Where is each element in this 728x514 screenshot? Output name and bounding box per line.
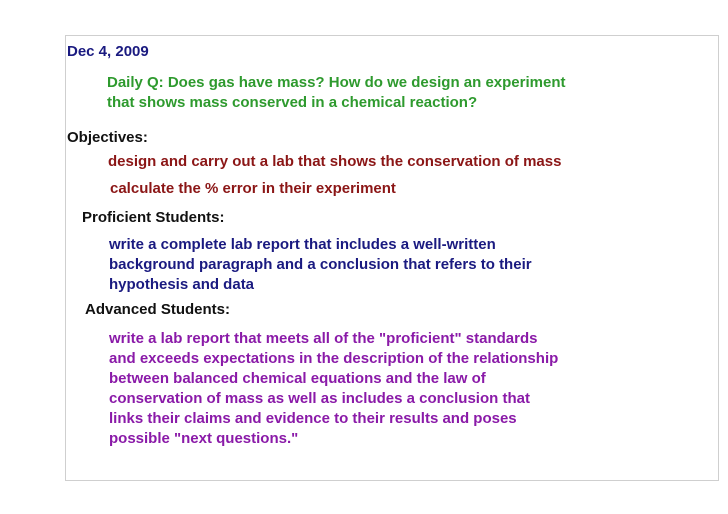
advanced-line: write a lab report that meets all of the "proficient" standards xyxy=(109,330,538,347)
objective-item: calculate the % error in their experiment xyxy=(110,180,396,197)
advanced-line: conservation of mass as well as includes a conclusion that xyxy=(109,390,530,407)
proficient-description xyxy=(109,235,532,295)
advanced-heading: Advanced Students: xyxy=(85,301,231,318)
advanced-line: links their claims and evidence to their results and poses xyxy=(109,410,517,427)
objective-item: design and carry out a lab that shows the conservation of mass xyxy=(108,153,562,170)
advanced-line: between balanced chemical equations and the law of xyxy=(109,370,486,387)
date-heading: Dec 4, 2009 xyxy=(67,43,149,60)
daily-question-line: Daily Q: Does gas have mass? How do we design an experiment xyxy=(107,74,566,91)
proficient-heading: Proficient Students: xyxy=(82,209,225,226)
proficient-line: write a complete lab report that includes a well-written xyxy=(109,236,496,253)
advanced-line: and exceeds expectations in the description of the relationship xyxy=(109,350,559,367)
daily-question-line: that shows mass conserved in a chemical reaction? xyxy=(107,94,478,111)
advanced-line: possible "next questions." xyxy=(109,430,299,447)
advanced-description xyxy=(109,329,558,449)
proficient-line: hypothesis and data xyxy=(109,276,255,293)
daily-question xyxy=(107,73,565,113)
objectives-heading: Objectives: xyxy=(67,129,148,146)
proficient-line: background paragraph and a conclusion that refers to their xyxy=(109,256,532,273)
